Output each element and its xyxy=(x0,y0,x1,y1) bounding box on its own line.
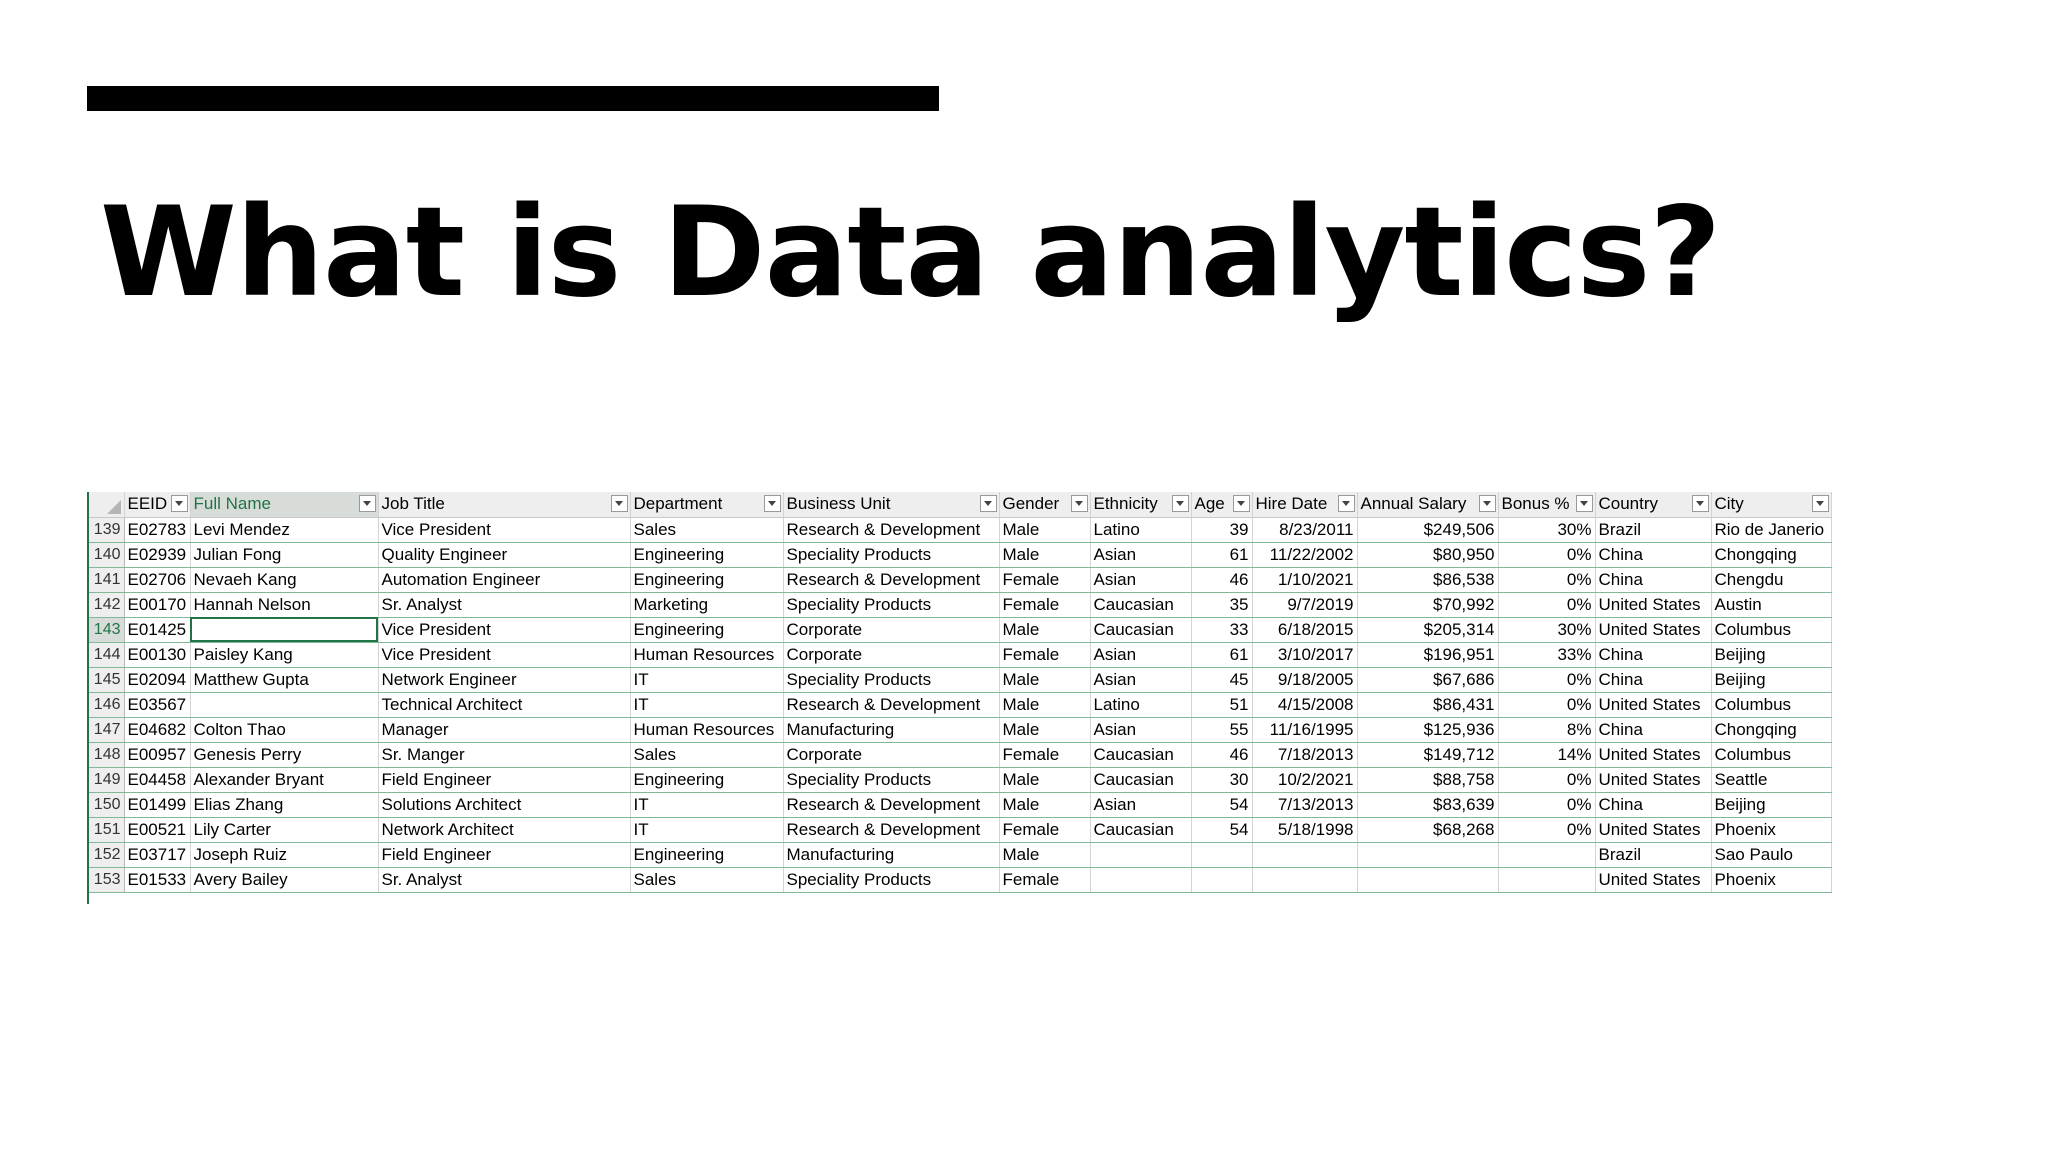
table-cell[interactable]: 5/18/1998 xyxy=(1252,817,1357,842)
table-cell[interactable]: Caucasian xyxy=(1090,742,1191,767)
table-cell[interactable]: China xyxy=(1595,642,1711,667)
sheet-left-border xyxy=(87,492,89,904)
table-cell[interactable]: 3/10/2017 xyxy=(1252,642,1357,667)
table-cell[interactable]: 30% xyxy=(1498,517,1595,542)
table-cell[interactable]: Engineering xyxy=(630,617,783,642)
table-cell[interactable]: IT xyxy=(630,692,783,717)
table-cell[interactable]: Matthew Gupta xyxy=(190,667,378,692)
row-number[interactable]: 149 xyxy=(87,767,124,792)
table-cell[interactable] xyxy=(1252,867,1357,892)
table-cell[interactable]: E00170 xyxy=(124,592,190,617)
table-cell[interactable]: Asian xyxy=(1090,792,1191,817)
table-row[interactable] xyxy=(87,867,1831,892)
table-cell[interactable]: Sao Paulo xyxy=(1711,842,1831,867)
table-cell[interactable]: Rio de Janerio xyxy=(1711,517,1831,542)
table-cell[interactable]: Vice President xyxy=(378,642,630,667)
row-number[interactable]: 141 xyxy=(87,567,124,592)
table-cell[interactable] xyxy=(1498,842,1595,867)
row-number[interactable]: 153 xyxy=(87,867,124,892)
table-cell[interactable]: Corporate xyxy=(783,742,999,767)
table-cell[interactable]: China xyxy=(1595,717,1711,742)
table-cell[interactable] xyxy=(1357,867,1498,892)
table-cell[interactable]: Phoenix xyxy=(1711,867,1831,892)
table-cell[interactable]: Corporate xyxy=(783,642,999,667)
table-cell[interactable]: 1/10/2021 xyxy=(1252,567,1357,592)
table-cell[interactable]: 54 xyxy=(1191,792,1252,817)
table-cell[interactable]: 0% xyxy=(1498,817,1595,842)
table-cell[interactable]: Female xyxy=(999,642,1090,667)
table-cell[interactable]: E04458 xyxy=(124,767,190,792)
table-cell[interactable]: E02706 xyxy=(124,567,190,592)
table-cell[interactable]: Network Architect xyxy=(378,817,630,842)
table-cell[interactable]: Engineering xyxy=(630,567,783,592)
column-header-eeid[interactable] xyxy=(124,492,190,517)
column-header-gender[interactable] xyxy=(999,492,1090,517)
table-cell[interactable]: 9/18/2005 xyxy=(1252,667,1357,692)
table-cell[interactable]: Paisley Kang xyxy=(190,642,378,667)
table-cell[interactable]: Speciality Products xyxy=(783,667,999,692)
table-cell[interactable]: IT xyxy=(630,792,783,817)
column-header-job-title[interactable] xyxy=(378,492,630,517)
table-cell[interactable]: 46 xyxy=(1191,567,1252,592)
table-cell[interactable]: $196,951 xyxy=(1357,642,1498,667)
table-cell[interactable]: $68,268 xyxy=(1357,817,1498,842)
column-header-label: Country xyxy=(1598,494,1659,514)
table-cell[interactable]: Speciality Products xyxy=(783,867,999,892)
row-number[interactable]: 143 xyxy=(87,617,124,642)
table-cell[interactable]: Corporate xyxy=(783,617,999,642)
table-cell[interactable]: Asian xyxy=(1090,667,1191,692)
table-cell[interactable]: Austin xyxy=(1711,592,1831,617)
table-cell[interactable]: Research & Development xyxy=(783,517,999,542)
filter-dropdown-icon[interactable] xyxy=(1071,495,1088,512)
table-row[interactable] xyxy=(87,542,1831,567)
table-cell[interactable]: China xyxy=(1595,542,1711,567)
table-cell[interactable]: 7/18/2013 xyxy=(1252,742,1357,767)
table-cell[interactable]: $125,936 xyxy=(1357,717,1498,742)
table-row[interactable] xyxy=(87,842,1831,867)
table-cell[interactable] xyxy=(1090,867,1191,892)
row-number[interactable]: 145 xyxy=(87,667,124,692)
table-cell[interactable]: Research & Development xyxy=(783,792,999,817)
table-cell[interactable]: Male xyxy=(999,717,1090,742)
table-cell[interactable]: 30 xyxy=(1191,767,1252,792)
column-header-label: Business Unit xyxy=(786,494,891,514)
column-header-label: EEID xyxy=(127,494,168,514)
table-cell[interactable]: Chengdu xyxy=(1711,567,1831,592)
table-cell[interactable]: Speciality Products xyxy=(783,542,999,567)
table-cell[interactable]: Caucasian xyxy=(1090,767,1191,792)
table-cell[interactable]: Network Engineer xyxy=(378,667,630,692)
table-cell[interactable]: United States xyxy=(1595,767,1711,792)
column-header-label: Age xyxy=(1194,494,1225,514)
table-cell[interactable]: Beijing xyxy=(1711,792,1831,817)
filter-dropdown-icon[interactable] xyxy=(764,495,781,512)
table-cell[interactable]: Phoenix xyxy=(1711,817,1831,842)
table-cell[interactable]: Joseph Ruiz xyxy=(190,842,378,867)
table-cell[interactable]: China xyxy=(1595,792,1711,817)
filter-dropdown-icon[interactable] xyxy=(359,495,376,512)
select-all-corner[interactable] xyxy=(87,492,124,517)
table-cell[interactable]: 7/13/2013 xyxy=(1252,792,1357,817)
header-row xyxy=(87,492,1831,517)
table-cell[interactable]: $86,538 xyxy=(1357,567,1498,592)
column-header-label: Gender xyxy=(1002,494,1060,514)
table-cell[interactable]: Colton Thao xyxy=(190,717,378,742)
table-cell[interactable]: Brazil xyxy=(1595,842,1711,867)
table-cell[interactable] xyxy=(190,692,378,717)
table-row[interactable] xyxy=(87,667,1831,692)
table-cell[interactable]: Asian xyxy=(1090,567,1191,592)
table-cell[interactable] xyxy=(1252,842,1357,867)
column-header-business-unit[interactable] xyxy=(783,492,999,517)
table-cell[interactable]: 33% xyxy=(1498,642,1595,667)
table-cell[interactable]: Hannah Nelson xyxy=(190,592,378,617)
table-cell[interactable]: Technical Architect xyxy=(378,692,630,717)
table-cell[interactable]: $86,431 xyxy=(1357,692,1498,717)
table-row[interactable] xyxy=(87,617,1831,642)
table-cell[interactable]: Beijing xyxy=(1711,642,1831,667)
column-header-age[interactable] xyxy=(1191,492,1252,517)
table-cell[interactable]: Sr. Analyst xyxy=(378,592,630,617)
filter-dropdown-icon[interactable] xyxy=(1479,495,1496,512)
table-cell[interactable]: Sr. Manger xyxy=(378,742,630,767)
table-cell[interactable]: E01499 xyxy=(124,792,190,817)
table-row[interactable] xyxy=(87,567,1831,592)
table-cell[interactable]: 11/16/1995 xyxy=(1252,717,1357,742)
table-cell[interactable]: Female xyxy=(999,742,1090,767)
table-cell[interactable]: Lily Carter xyxy=(190,817,378,842)
table-cell[interactable]: Male xyxy=(999,667,1090,692)
table-cell[interactable]: Male xyxy=(999,767,1090,792)
table-cell[interactable]: Asian xyxy=(1090,542,1191,567)
table-cell[interactable]: Asian xyxy=(1090,717,1191,742)
table-cell[interactable]: Sales xyxy=(630,742,783,767)
table-cell[interactable]: Marketing xyxy=(630,592,783,617)
table-cell[interactable]: China xyxy=(1595,667,1711,692)
slide-title: What is Data analytics? xyxy=(100,181,1721,325)
employee-table xyxy=(87,492,1832,893)
table-cell[interactable]: Speciality Products xyxy=(783,592,999,617)
table-cell[interactable]: Field Engineer xyxy=(378,842,630,867)
column-header-label: Bonus % xyxy=(1501,494,1570,514)
table-cell[interactable]: Female xyxy=(999,817,1090,842)
table-cell[interactable]: Solutions Architect xyxy=(378,792,630,817)
table-cell[interactable]: 11/22/2002 xyxy=(1252,542,1357,567)
table-cell[interactable]: Chongqing xyxy=(1711,717,1831,742)
table-cell[interactable]: IT xyxy=(630,817,783,842)
table-cell[interactable]: United States xyxy=(1595,617,1711,642)
table-cell[interactable]: Manufacturing xyxy=(783,717,999,742)
table-cell[interactable] xyxy=(190,617,378,642)
table-cell[interactable]: E02939 xyxy=(124,542,190,567)
filter-dropdown-icon[interactable] xyxy=(171,495,188,512)
table-cell[interactable]: $88,758 xyxy=(1357,767,1498,792)
table-cell[interactable]: United States xyxy=(1595,742,1711,767)
table-cell[interactable]: United States xyxy=(1595,692,1711,717)
select-all-triangle-icon xyxy=(107,500,121,514)
table-cell[interactable]: Male xyxy=(999,542,1090,567)
row-number[interactable]: 146 xyxy=(87,692,124,717)
table-cell[interactable]: 10/2/2021 xyxy=(1252,767,1357,792)
table-cell[interactable]: 6/18/2015 xyxy=(1252,617,1357,642)
table-cell[interactable]: Alexander Bryant xyxy=(190,767,378,792)
table-cell[interactable]: E02783 xyxy=(124,517,190,542)
table-cell[interactable]: E00957 xyxy=(124,742,190,767)
table-cell[interactable]: $205,314 xyxy=(1357,617,1498,642)
table-row[interactable] xyxy=(87,692,1831,717)
table-cell[interactable]: 0% xyxy=(1498,667,1595,692)
row-number[interactable]: 152 xyxy=(87,842,124,867)
table-cell[interactable]: 0% xyxy=(1498,792,1595,817)
row-number[interactable]: 150 xyxy=(87,792,124,817)
column-header-bonus[interactable] xyxy=(1498,492,1595,517)
filter-dropdown-icon[interactable] xyxy=(1233,495,1250,512)
table-cell[interactable] xyxy=(1498,867,1595,892)
table-row[interactable] xyxy=(87,517,1831,542)
table-cell[interactable]: 33 xyxy=(1191,617,1252,642)
table-cell[interactable]: 0% xyxy=(1498,542,1595,567)
filter-dropdown-icon[interactable] xyxy=(1692,495,1709,512)
table-cell[interactable]: Nevaeh Kang xyxy=(190,567,378,592)
table-cell[interactable]: Automation Engineer xyxy=(378,567,630,592)
table-cell[interactable]: $149,712 xyxy=(1357,742,1498,767)
table-cell[interactable]: Columbus xyxy=(1711,742,1831,767)
table-cell[interactable]: Male xyxy=(999,792,1090,817)
row-number[interactable]: 142 xyxy=(87,592,124,617)
table-cell[interactable]: Research & Development xyxy=(783,567,999,592)
table-cell[interactable]: 54 xyxy=(1191,817,1252,842)
table-cell[interactable]: E02094 xyxy=(124,667,190,692)
column-header-label: Full Name xyxy=(193,494,271,514)
row-number[interactable]: 139 xyxy=(87,517,124,542)
column-header-label: Annual Salary xyxy=(1360,494,1467,514)
table-cell[interactable]: Sr. Analyst xyxy=(378,867,630,892)
table-cell[interactable]: Sales xyxy=(630,867,783,892)
table-cell[interactable]: Chongqing xyxy=(1711,542,1831,567)
table-cell[interactable]: Speciality Products xyxy=(783,767,999,792)
table-cell[interactable]: Columbus xyxy=(1711,692,1831,717)
table-cell[interactable]: 8% xyxy=(1498,717,1595,742)
column-header-label: Ethnicity xyxy=(1093,494,1158,514)
table-cell[interactable]: 0% xyxy=(1498,767,1595,792)
table-cell[interactable]: $67,686 xyxy=(1357,667,1498,692)
table-row[interactable] xyxy=(87,767,1831,792)
table-cell[interactable]: E01533 xyxy=(124,867,190,892)
table-cell[interactable]: Genesis Perry xyxy=(190,742,378,767)
row-number[interactable]: 151 xyxy=(87,817,124,842)
table-cell[interactable]: 9/7/2019 xyxy=(1252,592,1357,617)
filter-dropdown-icon[interactable] xyxy=(1172,495,1189,512)
table-cell[interactable]: Latino xyxy=(1090,517,1191,542)
table-cell[interactable] xyxy=(1357,842,1498,867)
table-cell[interactable]: Field Engineer xyxy=(378,767,630,792)
column-header-city[interactable] xyxy=(1711,492,1831,517)
table-cell[interactable]: United States xyxy=(1595,817,1711,842)
table-cell[interactable]: 0% xyxy=(1498,567,1595,592)
table-cell[interactable]: Manufacturing xyxy=(783,842,999,867)
filter-dropdown-icon[interactable] xyxy=(980,495,997,512)
filter-dropdown-icon[interactable] xyxy=(611,495,628,512)
table-cell[interactable]: Research & Development xyxy=(783,692,999,717)
column-header-hire-date[interactable] xyxy=(1252,492,1357,517)
table-cell[interactable]: E04682 xyxy=(124,717,190,742)
table-cell[interactable]: 61 xyxy=(1191,642,1252,667)
table-cell[interactable]: IT xyxy=(630,667,783,692)
table-row[interactable] xyxy=(87,717,1831,742)
table-cell[interactable]: 30% xyxy=(1498,617,1595,642)
row-number[interactable]: 147 xyxy=(87,717,124,742)
column-header-label: Hire Date xyxy=(1255,494,1328,514)
table-cell[interactable]: Male xyxy=(999,842,1090,867)
table-cell[interactable] xyxy=(1191,867,1252,892)
table-cell[interactable]: 46 xyxy=(1191,742,1252,767)
table-cell[interactable]: Manager xyxy=(378,717,630,742)
table-cell[interactable]: Human Resources xyxy=(630,642,783,667)
table-cell[interactable]: Sales xyxy=(630,517,783,542)
table-cell[interactable]: Research & Development xyxy=(783,817,999,842)
table-cell[interactable]: E00521 xyxy=(124,817,190,842)
table-cell[interactable]: 51 xyxy=(1191,692,1252,717)
table-row[interactable] xyxy=(87,642,1831,667)
filter-dropdown-icon[interactable] xyxy=(1812,495,1829,512)
column-header-ethnicity[interactable] xyxy=(1090,492,1191,517)
table-cell[interactable]: E00130 xyxy=(124,642,190,667)
table-cell[interactable]: Female xyxy=(999,867,1090,892)
table-cell[interactable]: Levi Mendez xyxy=(190,517,378,542)
table-cell[interactable]: Julian Fong xyxy=(190,542,378,567)
table-cell[interactable]: Caucasian xyxy=(1090,817,1191,842)
table-cell[interactable]: E01425 xyxy=(124,617,190,642)
table-cell[interactable]: Caucasian xyxy=(1090,592,1191,617)
column-header-label: City xyxy=(1714,494,1744,514)
table-cell[interactable]: United States xyxy=(1595,867,1711,892)
column-header-label: Department xyxy=(633,494,723,514)
accent-bar xyxy=(87,86,939,111)
table-cell[interactable]: Caucasian xyxy=(1090,617,1191,642)
table-cell[interactable]: $80,950 xyxy=(1357,542,1498,567)
table-row[interactable] xyxy=(87,592,1831,617)
table-row[interactable] xyxy=(87,817,1831,842)
table-cell[interactable]: United States xyxy=(1595,592,1711,617)
table-cell[interactable]: 0% xyxy=(1498,692,1595,717)
table-cell[interactable]: China xyxy=(1595,567,1711,592)
spreadsheet-screenshot xyxy=(87,492,1831,893)
table-cell[interactable]: Brazil xyxy=(1595,517,1711,542)
table-cell[interactable]: 45 xyxy=(1191,667,1252,692)
table-cell[interactable]: Asian xyxy=(1090,642,1191,667)
table-cell[interactable]: Engineering xyxy=(630,842,783,867)
column-header-annual-salary[interactable] xyxy=(1357,492,1498,517)
table-cell[interactable]: $70,992 xyxy=(1357,592,1498,617)
column-header-full-name[interactable] xyxy=(190,492,378,517)
table-cell[interactable]: Male xyxy=(999,517,1090,542)
table-cell[interactable]: 0% xyxy=(1498,592,1595,617)
table-cell[interactable]: 14% xyxy=(1498,742,1595,767)
table-cell[interactable]: 35 xyxy=(1191,592,1252,617)
table-cell[interactable] xyxy=(1090,842,1191,867)
table-cell[interactable]: Columbus xyxy=(1711,617,1831,642)
table-cell[interactable]: Engineering xyxy=(630,542,783,567)
table-cell[interactable]: Avery Bailey xyxy=(190,867,378,892)
table-cell[interactable]: Beijing xyxy=(1711,667,1831,692)
column-header-department[interactable] xyxy=(630,492,783,517)
table-cell[interactable]: Vice President xyxy=(378,517,630,542)
table-cell[interactable]: Female xyxy=(999,592,1090,617)
table-cell[interactable]: 8/23/2011 xyxy=(1252,517,1357,542)
column-header-label: Job Title xyxy=(381,494,445,514)
table-cell[interactable]: Vice President xyxy=(378,617,630,642)
table-cell[interactable]: E03717 xyxy=(124,842,190,867)
filter-dropdown-icon[interactable] xyxy=(1338,495,1355,512)
column-header-country[interactable] xyxy=(1595,492,1711,517)
table-cell[interactable]: Elias Zhang xyxy=(190,792,378,817)
filter-dropdown-icon[interactable] xyxy=(1576,495,1593,512)
table-row[interactable] xyxy=(87,792,1831,817)
table-cell[interactable]: Male xyxy=(999,692,1090,717)
table-cell[interactable]: Engineering xyxy=(630,767,783,792)
row-number[interactable]: 140 xyxy=(87,542,124,567)
table-cell[interactable]: Quality Engineer xyxy=(378,542,630,567)
table-cell[interactable] xyxy=(1191,842,1252,867)
table-cell[interactable]: Female xyxy=(999,567,1090,592)
table-cell[interactable]: Seattle xyxy=(1711,767,1831,792)
table-cell[interactable]: Latino xyxy=(1090,692,1191,717)
table-cell[interactable]: E03567 xyxy=(124,692,190,717)
table-cell[interactable]: $83,639 xyxy=(1357,792,1498,817)
table-cell[interactable]: 39 xyxy=(1191,517,1252,542)
table-row[interactable] xyxy=(87,742,1831,767)
table-cell[interactable]: $249,506 xyxy=(1357,517,1498,542)
row-number[interactable]: 148 xyxy=(87,742,124,767)
table-cell[interactable]: 61 xyxy=(1191,542,1252,567)
table-cell[interactable]: Male xyxy=(999,617,1090,642)
table-cell[interactable]: Human Resources xyxy=(630,717,783,742)
table-cell[interactable]: 4/15/2008 xyxy=(1252,692,1357,717)
row-number[interactable]: 144 xyxy=(87,642,124,667)
table-cell[interactable]: 55 xyxy=(1191,717,1252,742)
